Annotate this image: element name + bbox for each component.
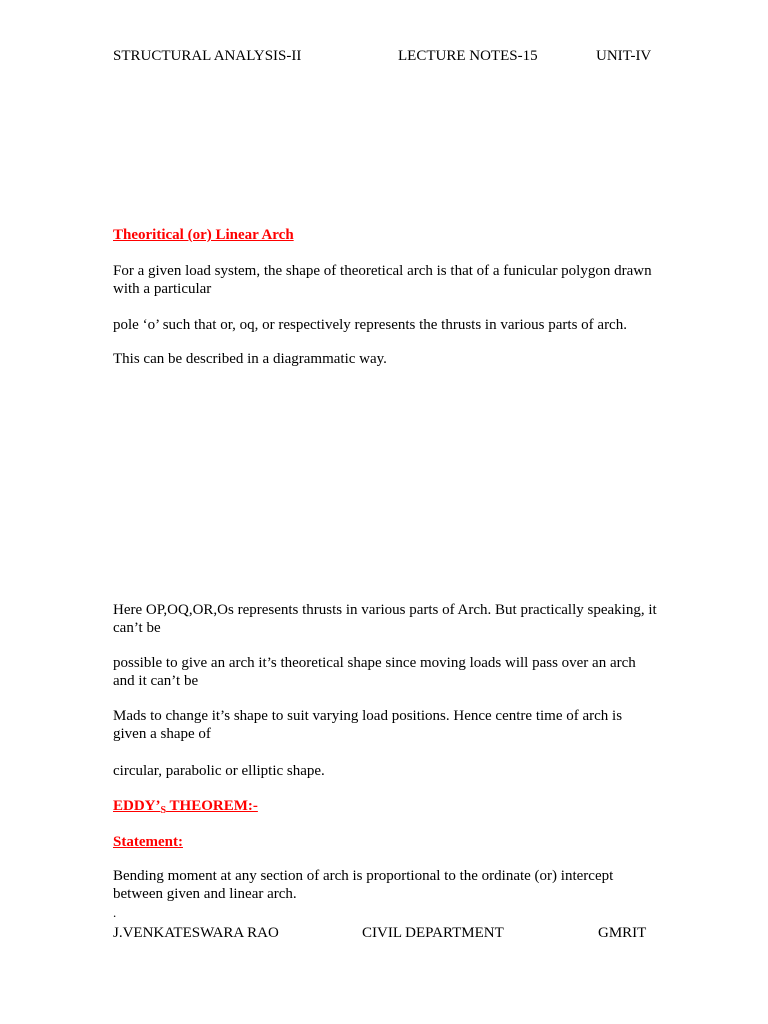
heading-part: EDDY’ [113, 798, 161, 814]
statement-heading: Statement: [113, 834, 183, 850]
footer-author: J.VENKATESWARA RAO [113, 925, 279, 941]
heading-part: THEOREM:- [166, 798, 258, 814]
statement-text: Bending moment at any section of arch is proportional to the ordinate (or) intercept between given and linear arch. [113, 868, 614, 902]
footer-department: CIVIL DEPARTMENT [362, 925, 504, 941]
header-title: STRUCTURAL ANALYSIS-II [113, 48, 302, 64]
section-heading-eddys-theorem [113, 797, 258, 820]
paragraph: pole ‘o’ such that or, oq, or respectively represents the thrusts in various parts of arch. [113, 317, 627, 333]
paragraph: For a given load system, the shape of theoretical arch is that of a funicular polygon drawn with a particular [113, 263, 652, 297]
paragraph: circular, parabolic or elliptic shape. [113, 763, 325, 779]
stray-dot: . [113, 905, 117, 920]
heading-subscript: S [160, 805, 167, 816]
header-lecture-notes: LECTURE NOTES-15 [398, 48, 538, 64]
section-heading-linear-arch: Theoritical (or) Linear Arch [113, 227, 294, 243]
footer-institute: GMRIT [598, 925, 647, 941]
paragraph: Mads to change it’s shape to suit varying load positions. Hence centre time of arch is given a shape of [113, 708, 623, 742]
paragraph: This can be described in a diagrammatic way. [113, 351, 387, 367]
paragraph: possible to give an arch it’s theoretical shape since moving loads will pass over an arch and it can’t be [113, 655, 636, 689]
header-unit: UNIT-IV [596, 48, 652, 64]
paragraph: Here OP,OQ,OR,Os represents thrusts in various parts of Arch. But practically speaking, it can’t be [113, 602, 657, 636]
